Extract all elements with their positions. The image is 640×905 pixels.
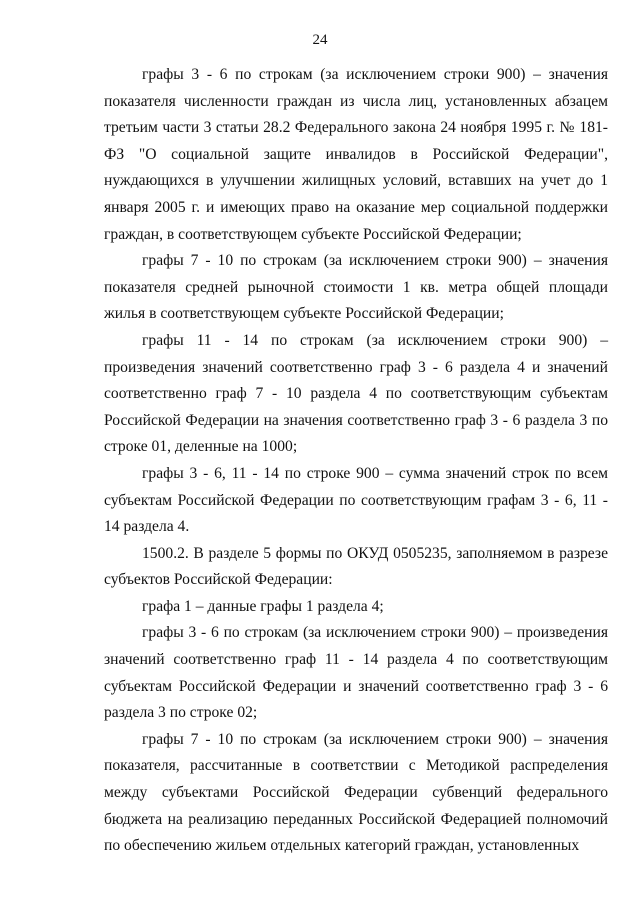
- document-body: [104, 62, 608, 860]
- paragraph-8: графы 7 - 10 по строкам (за исключением строки 900) – значения показателя, рассчитанные в соответствии с Методикой распределения между субъектами Российской Федерации субвенций федерального бюджета на реализацию переданных Российской Федерацией полномочий по обеспечению жильем отдельных категорий граждан, установленных: [104, 730, 608, 855]
- paragraph-5: 1500.2. В разделе 5 формы по ОКУД 0505235, заполняемом в разрезе субъектов Российской Федерации:: [104, 544, 608, 589]
- paragraph-6: графа 1 – данные графы 1 раздела 4;: [142, 597, 384, 615]
- paragraph-4: графы 3 - 6, 11 - 14 по строке 900 – сумма значений строк по всем субъектам Российской Федерации по соответствующим графам 3 - 6, 11 - 14 раздела 4.: [104, 464, 608, 536]
- paragraph-7: графы 3 - 6 по строкам (за исключением строки 900) – произведения значений соответственно граф 11 - 14 раздела 4 по соответствующим субъектам Российской Федерации и значений соответственно граф 3 - 6 раздела 3 по строке 02;: [104, 624, 608, 722]
- page-number: 24: [312, 32, 328, 48]
- paragraph-1: графы 3 - 6 по строкам (за исключением строки 900) – значения показателя численности граждан из числа лиц, установленных абзацем третьим части 3 статьи 28.2 Федерального закона 24 ноября 1995 г. № 181-ФЗ "О социальной защите инвалидов в Российской Федерации", нуждающихся в улучшении жилищных условий, вставших на учет до 1 января 2005 г. и имеющих право на оказание мер социальной поддержки граждан, в соответствующем субъекте Российской Федерации;: [104, 66, 608, 243]
- paragraph-3: графы 11 - 14 по строкам (за исключением строки 900) – произведения значений соответственно граф 3 - 6 раздела 4 и значений соответственно граф 7 - 10 раздела 4 по соответствующим субъектам Российской Федерации на значения соответственно граф 3 - 6 раздела 3 по строке 01, деленные на 1000;: [104, 331, 608, 456]
- paragraph-2: графы 7 - 10 по строкам (за исключением строки 900) – значения показателя средней рыночной стоимости 1 кв. метра общей площади жилья в соответствующем субъекте Российской Федерации;: [104, 252, 608, 323]
